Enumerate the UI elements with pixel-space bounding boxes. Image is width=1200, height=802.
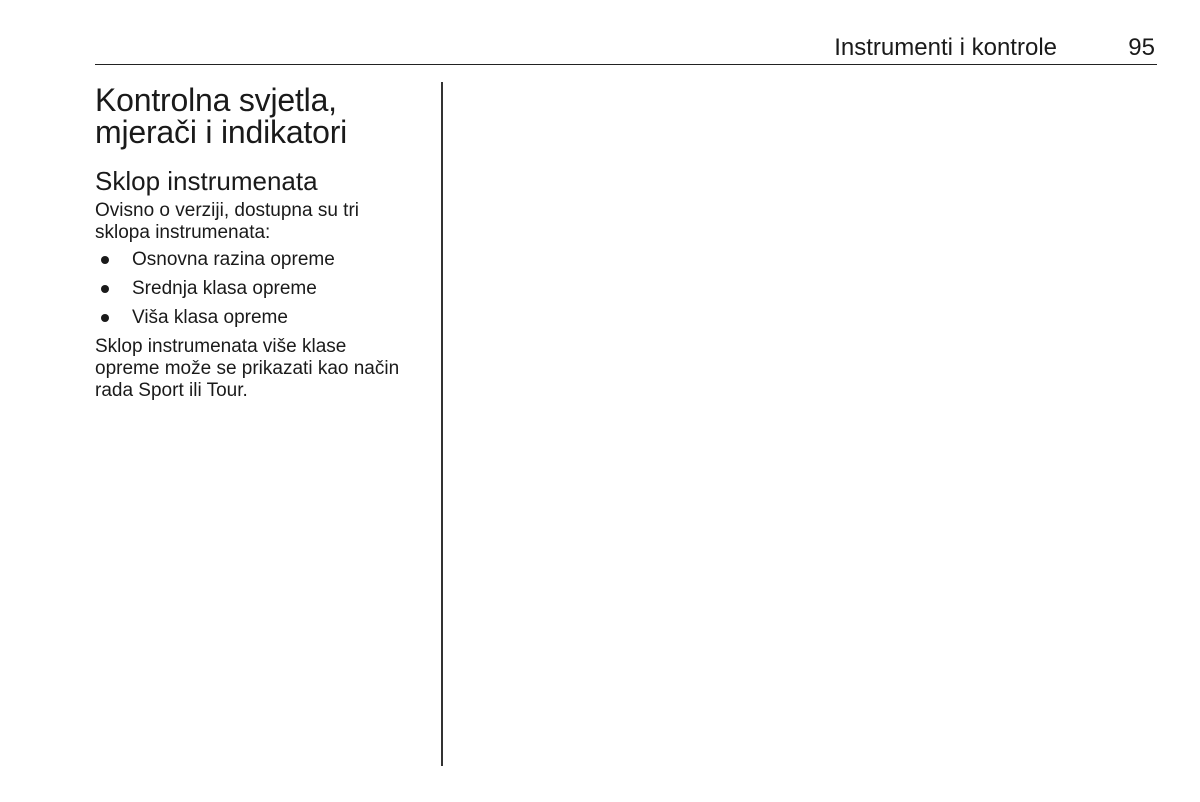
left-column <box>95 84 425 402</box>
list-item <box>95 249 425 271</box>
section-title <box>95 84 425 148</box>
column-divider <box>441 82 443 766</box>
list-item-label: Viša klasa opreme <box>132 307 288 328</box>
equipment-level-list <box>95 249 425 329</box>
chapter-title: Instrumenti i kontrole <box>834 34 1057 61</box>
bullet-icon <box>101 285 109 293</box>
bullet-icon <box>101 314 109 322</box>
subsection-title: Sklop instrumenata <box>95 166 318 196</box>
list-item-label: Osnovna razina opreme <box>132 249 335 270</box>
intro-line-2: sklopa instrumenata: <box>95 222 271 243</box>
list-item-label: Srednja klasa opreme <box>132 278 317 299</box>
section-title-line-1: Kontrolna svjetla, <box>95 82 337 118</box>
bullet-icon <box>101 256 109 264</box>
note-line-3: rada Sport ili Tour. <box>95 380 248 401</box>
page-header <box>95 30 1157 65</box>
intro-paragraph <box>95 200 425 244</box>
intro-line-1: Ovisno o verziji, dostupna su tri <box>95 200 360 221</box>
list-item <box>95 278 425 300</box>
note-line-1: Sklop instrumenata više klase <box>95 336 347 357</box>
note-paragraph <box>95 336 425 402</box>
section-title-line-2: mjerači i indikatori <box>95 114 348 150</box>
page-number: 95 <box>1128 34 1155 61</box>
list-item <box>95 307 425 329</box>
note-line-2: opreme može se prikazati kao način <box>95 358 400 379</box>
